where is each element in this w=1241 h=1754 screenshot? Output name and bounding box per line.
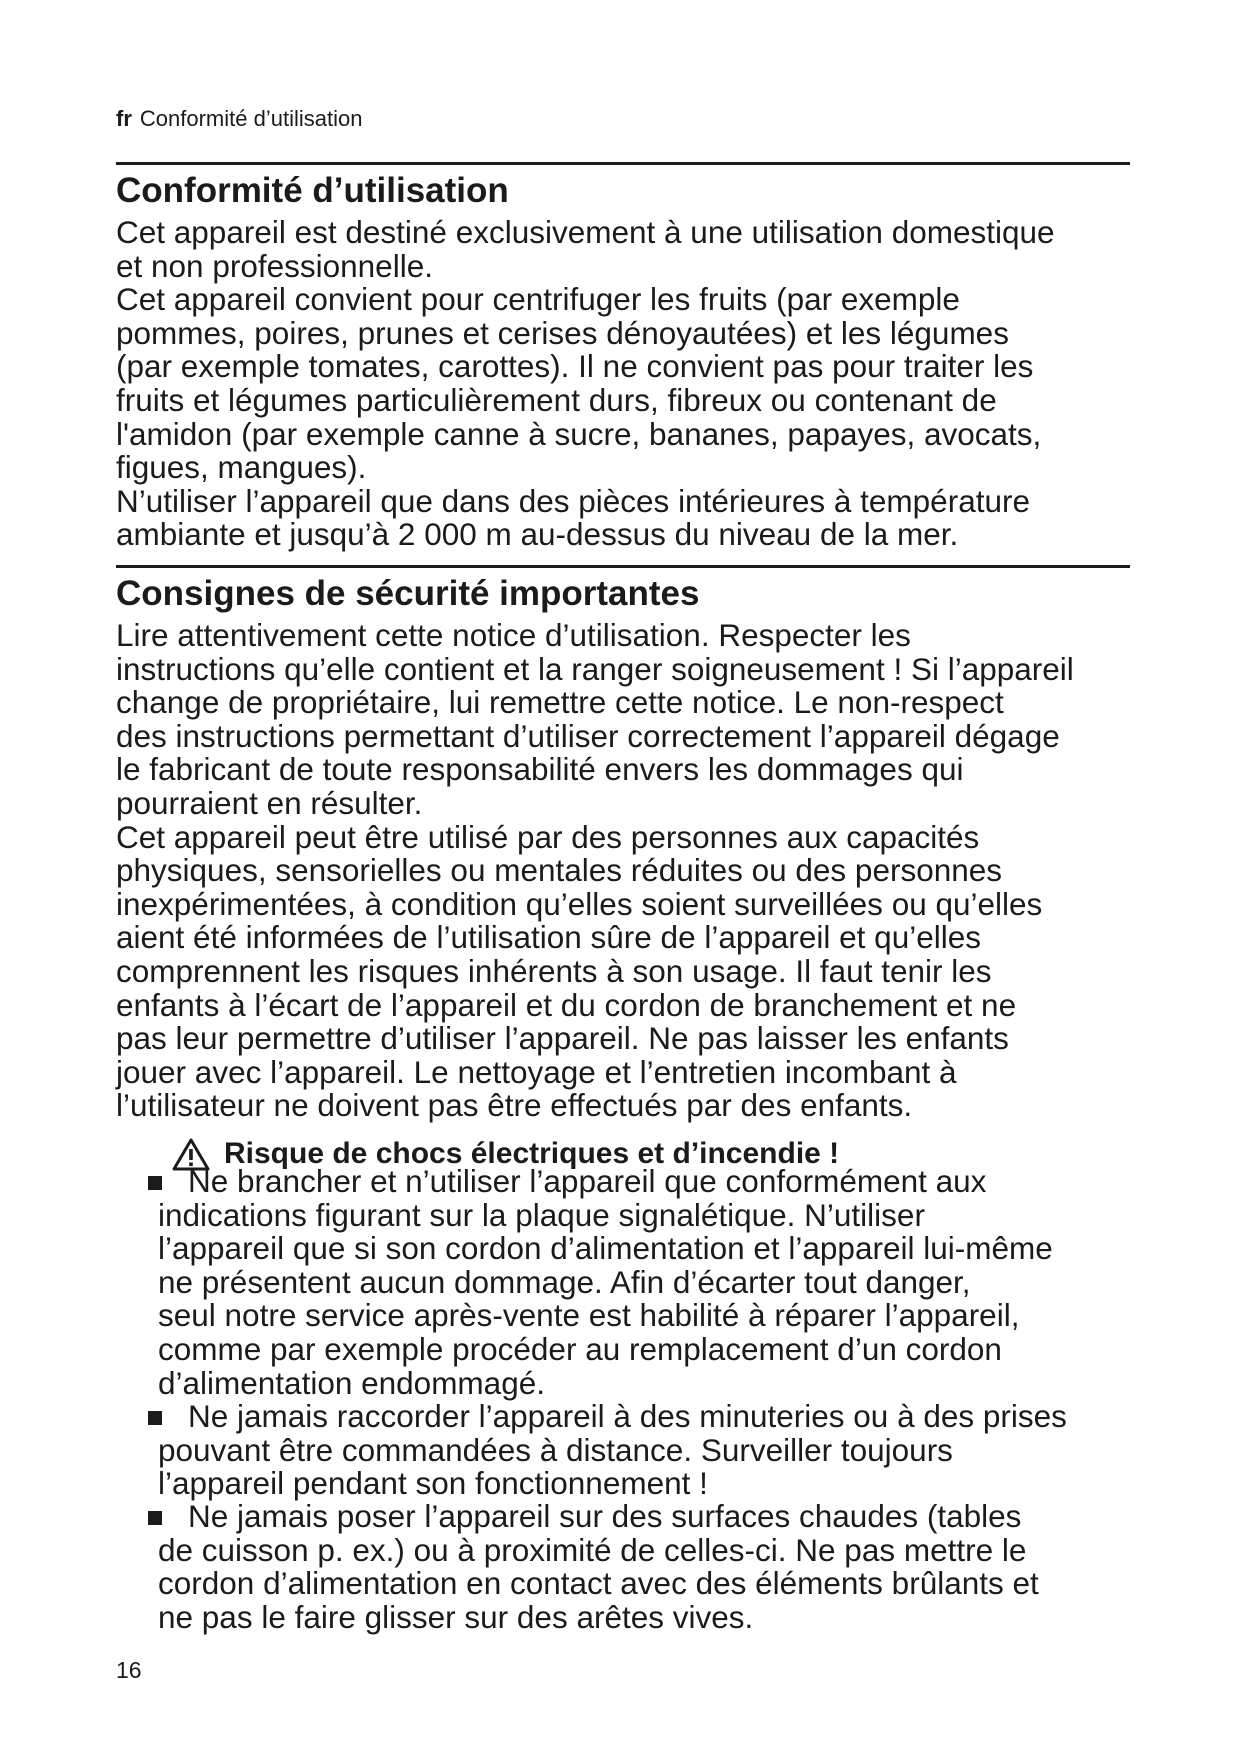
- bullet-marker-icon: [148, 1176, 162, 1190]
- bullet-text-line: l’appareil que si son cordon d’alimentation et l’appareil lui-même: [158, 1230, 1053, 1267]
- text-line: des instructions permettant d’utiliser correctement l’appareil dégage: [116, 717, 1060, 754]
- header-language: fr: [116, 106, 132, 131]
- text-line: pas leur permettre d’utiliser l’appareil. Ne pas laisser les enfants: [116, 1020, 1009, 1057]
- bullet-text-line: ne pas le faire glisser sur des arêtes vives.: [158, 1598, 754, 1635]
- bullet-text-line: seul notre service après-vente est habilité à réparer l’appareil,: [158, 1297, 1020, 1334]
- text-line: Cet appareil peut être utilisé par des personnes aux capacités: [116, 818, 980, 855]
- bullet-text-line: l’appareil pendant son fonctionnement !: [158, 1465, 708, 1502]
- text-line: figues, mangues).: [116, 449, 367, 486]
- text-line: le fabricant de toute responsabilité envers les dommages qui: [116, 751, 964, 788]
- text-line: fruits et légumes particulièrement durs, fibreux ou contenant de: [116, 381, 997, 418]
- bullet-text-line: Ne jamais poser l’appareil sur des surfaces chaudes (tables: [188, 1498, 1022, 1534]
- text-line: physiques, sensorielles ou mentales réduites ou des personnes: [116, 852, 1003, 889]
- section-title-conformite: Conformité d’utilisation: [116, 171, 509, 210]
- bullet-marker-icon: [148, 1411, 162, 1425]
- text-line: enfants à l’écart de l’appareil et du cordon de branchement et ne: [116, 986, 1017, 1023]
- text-line: (par exemple tomates, carottes). Il ne convient pas pour traiter les: [116, 348, 1034, 385]
- text-line: l’utilisateur ne doivent pas être effectués par des enfants.: [116, 1087, 913, 1124]
- bullet-text-line: comme par exemple procéder au remplacement d’un cordon: [158, 1330, 1002, 1367]
- warning-bullet: [148, 1165, 1053, 1400]
- text-line: et non professionnelle.: [116, 247, 433, 284]
- section-body-consignes: [116, 619, 1074, 1123]
- text-line: Cet appareil convient pour centrifuger les fruits (par exemple: [116, 281, 960, 318]
- bullet-text-line: indications figurant sur la plaque signalétique. N’utiliser: [158, 1196, 925, 1233]
- warning-bullet: [148, 1500, 1039, 1634]
- text-line: N’utiliser l’appareil que dans des pièces intérieures à température: [116, 482, 1030, 519]
- bullet-text-line: pouvant être commandées à distance. Surveiller toujours: [158, 1431, 953, 1468]
- text-line: change de propriétaire, lui remettre cette notice. Le non-respect: [116, 684, 1004, 721]
- text-line: ambiante et jusqu’à 2 000 m au-dessus du niveau de la mer.: [116, 516, 959, 553]
- text-line: pourraient en résulter.: [116, 784, 423, 821]
- bullet-text-line: Ne jamais raccorder l’appareil à des minuteries ou à des prises: [188, 1398, 1067, 1434]
- warning-bullet: [148, 1400, 1067, 1501]
- bullet-text-line: cordon d’alimentation en contact avec des éléments brûlants et: [158, 1565, 1039, 1602]
- text-line: inexpérimentées, à condition qu’elles soient surveillées ou qu’elles: [116, 885, 1043, 922]
- section-divider: [116, 162, 1130, 165]
- text-line: comprennent les risques inhérents à son usage. Il faut tenir les: [116, 952, 992, 989]
- text-line: aient été informées de l’utilisation sûre de l’appareil et qu’elles: [116, 919, 982, 956]
- text-line: instructions qu’elle contient et la ranger soigneusement ! Si l’appareil: [116, 650, 1074, 687]
- text-line: jouer avec l’appareil. Le nettoyage et l’entretien incombant à: [116, 1053, 957, 1090]
- bullet-text-line: Ne brancher et n’utiliser l’appareil que conformément aux: [188, 1163, 987, 1199]
- text-line: pommes, poires, prunes et cerises dénoyautées) et les légumes: [116, 314, 1009, 351]
- warning-title: Risque de chocs électriques et d’incendie !: [224, 1137, 840, 1170]
- bullet-marker-icon: [148, 1511, 162, 1525]
- running-header: [116, 106, 362, 132]
- section-divider: [116, 565, 1130, 568]
- text-line: Lire attentivement cette notice d’utilisation. Respecter les: [116, 617, 911, 653]
- section-title-consignes: Consignes de sécurité importantes: [116, 574, 700, 613]
- text-line: Cet appareil est destiné exclusivement à une utilisation domestique: [116, 214, 1055, 250]
- bullet-text-line: de cuisson p. ex.) ou à proximité de celles-ci. Ne pas mettre le: [158, 1531, 1027, 1568]
- page-number: 16: [116, 1657, 142, 1683]
- header-title: Conformité d’utilisation: [139, 106, 363, 131]
- text-line: l'amidon (par exemple canne à sucre, bananes, papayes, avocats,: [116, 415, 1042, 452]
- bullet-text-line: d’alimentation endommagé.: [158, 1364, 545, 1401]
- section-body-conformite: [116, 216, 1055, 552]
- bullet-text-line: ne présentent aucun dommage. Afin d’écarter tout danger,: [158, 1263, 971, 1300]
